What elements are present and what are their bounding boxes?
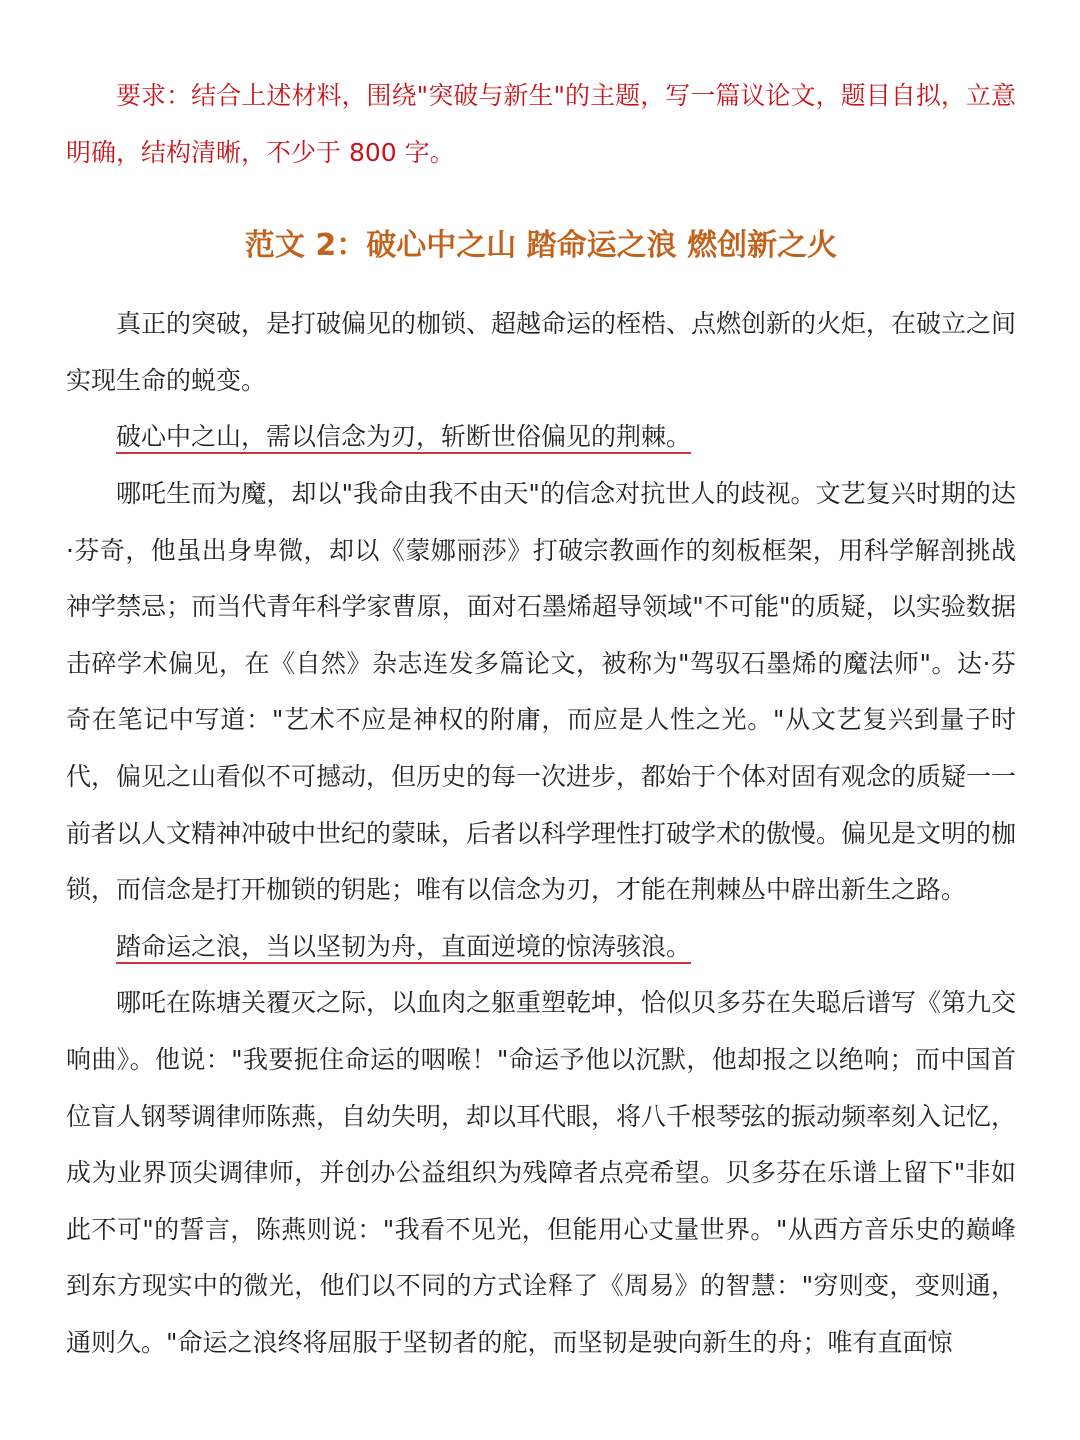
section-1-body: 哪吒生而为魔，却以"我命由我不由天"的信念对抗世人的歧视。文艺复兴时期的达·芬奇，他虽出身卑微，却以《蒙娜丽莎》打破宗教画作的刻板框架，用科学解剖挑战神学禁忌；而当代青年科学家曹原，面对石墨烯超导领域"不可能"的质疑，以实验数据击碎学术偏见，在《自然》杂志连发多篇论文，被称为"驾驭石墨烯的魔法师"。达·芬奇在笔记中写道："艺术不应是神权的附庸，而应是人性之光。"从文艺复兴到量子时代，偏见之山看似不可撼动，但历史的每一次进步，都始于个体对固有观念的质疑一一前者以人文精神冲破中世纪的蒙昧，后者以科学理性打破学术的傲慢。偏见是文明的枷锁，而信念是打开枷锁的钥匙；唯有以信念为刃，才能在荆棘丛中辟出新生之路。 [66,478,1017,905]
section-1-heading [66,409,1016,466]
section-2-body: 哪吒在陈塘关覆灭之际，以血肉之躯重塑乾坤，恰似贝多芬在失聪后谱写《第九交响曲》。他说："我要扼住命运的咽喉！"命运予他以沉默，他却报之以绝响；而中国首位盲人钢琴调律师陈燕，自幼失明，却以耳代眼，将八千根琴弦的振动频率刻入记忆，成为业界顶尖调律师，并创办公益组织为残障者点亮希望。贝多芬在乐谱上留下"非如此不可"的誓言，陈燕则说："我看不见光，但能用心丈量世界。"从西方音乐史的巅峰到东方现实中的微光，他们以不同的方式诠释了《周易》的智慧："穷则变，变则通，通则久。"命运之浪终将屈服于坚韧者的舵，而坚韧是驶向新生的舟；唯有直面惊 [66,988,1017,1357]
essay-title: 范文 2：破心中之山 踏命运之浪 燃创新之火 [244,228,838,264]
section-2-heading-text: 踏命运之浪，当以坚韧为舟，直面逆境的惊涛骇浪。 [116,931,692,961]
section-1-heading-text: 破心中之山，需以信念为刃，斩断世俗偏见的荆棘。 [116,422,692,452]
essay-intro-paragraph: 真正的突破，是打破偏见的枷锁、超越命运的桎梏、点燃创新的火炬，在破立之间实现生命的蜕变。 [66,309,1017,395]
document-page [66,68,1016,1371]
section-2-heading [66,919,1016,976]
writing-requirement: 要求：结合上述材料，围绕"突破与新生"的主题，写一篇议论文，题目自拟，立意明确，结构清晰，不少于 800 字。 [66,81,1016,167]
